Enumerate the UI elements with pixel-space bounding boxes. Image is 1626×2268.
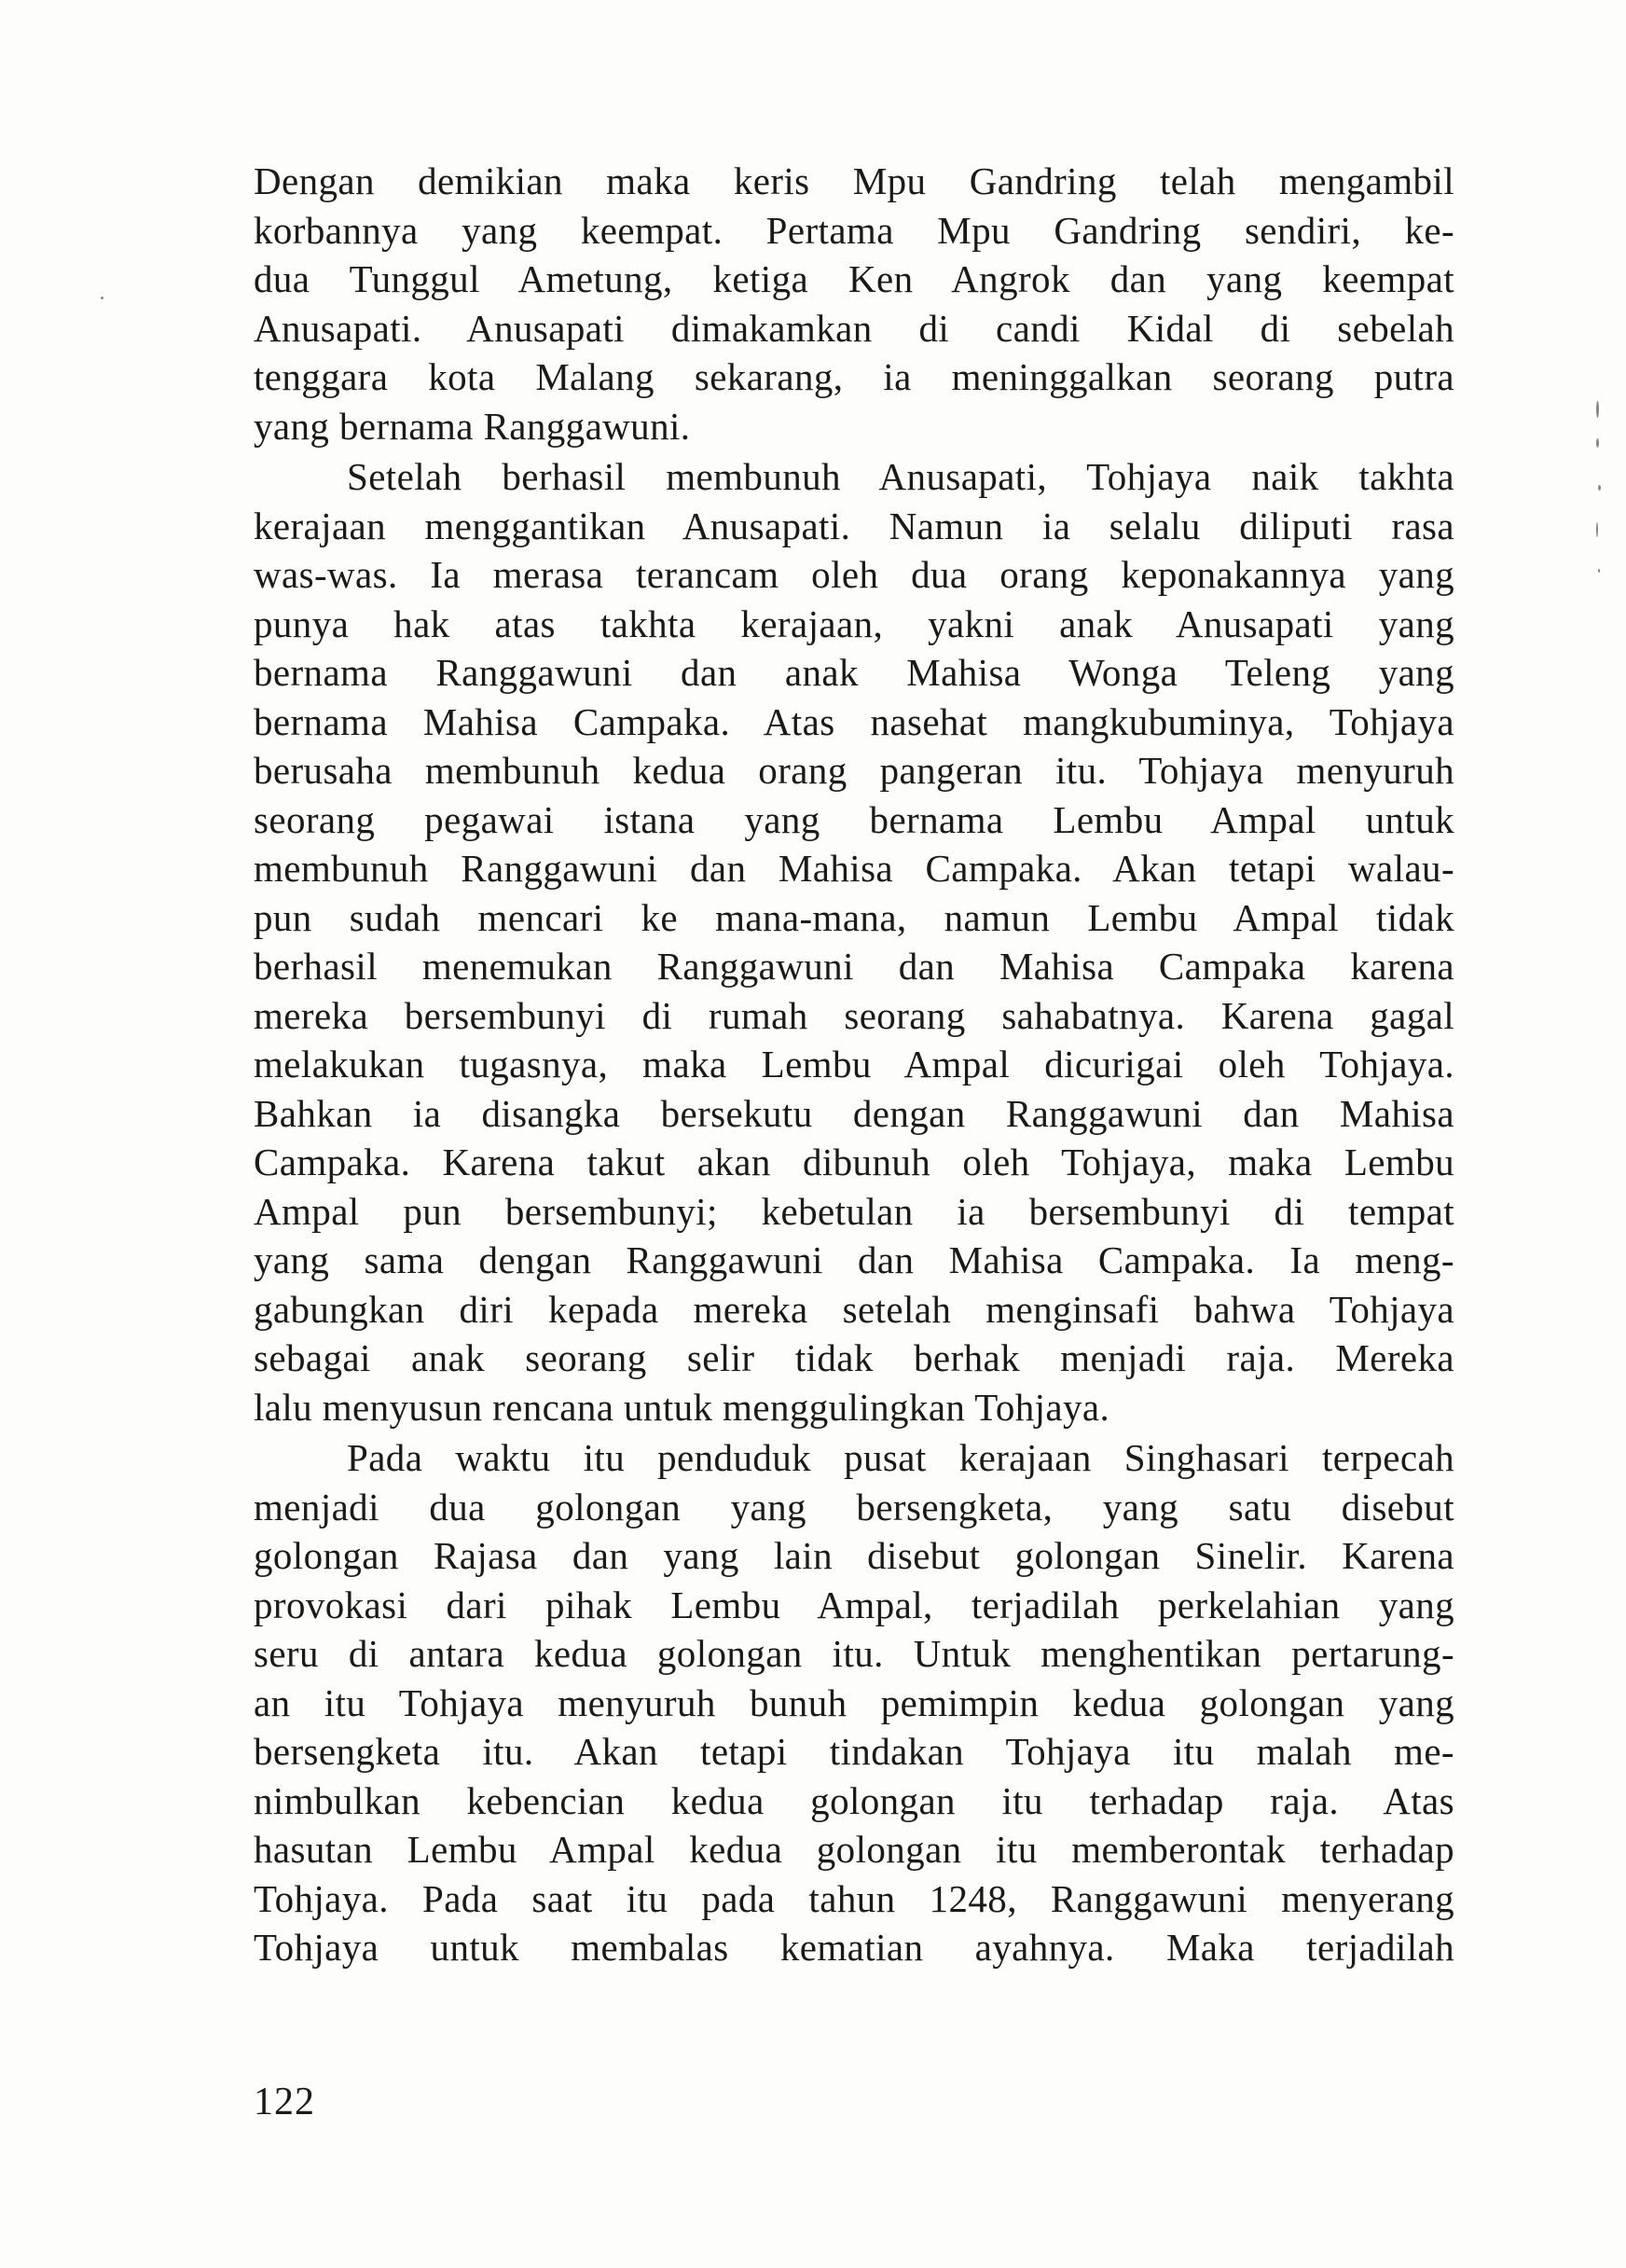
page-number: 122 xyxy=(254,2081,315,2123)
text-line: kerajaan menggantikan Anusapati. Namun ia selalu diliputi rasa xyxy=(254,504,1454,547)
paragraph-1 xyxy=(254,157,1454,450)
scan-speck xyxy=(1596,438,1599,448)
text-line: Ampal pun bersembunyi; kebetulan ia bersembunyi di tempat xyxy=(254,1189,1454,1233)
text-line: Bahkan ia disangka bersekutu dengan Ranggawuni dan Mahisa xyxy=(254,1091,1454,1135)
paragraph-2 xyxy=(254,452,1454,1431)
text-line: bersengketa itu. Akan tetapi tindakan Tohjaya itu malah me- xyxy=(254,1730,1454,1773)
scan-speck xyxy=(1598,569,1600,573)
text-line: Dengan demikian maka keris Mpu Gandring telah mengambil xyxy=(254,159,1454,202)
text-line: an itu Tohjaya menyuruh bunuh pemimpin kedua golongan yang xyxy=(254,1680,1454,1724)
text-line: menjadi dua golongan yang bersengketa, yang satu disebut xyxy=(254,1485,1454,1528)
text-line: Pada waktu itu penduduk pusat kerajaan Singhasari terpecah xyxy=(347,1436,1454,1479)
text-line: membunuh Ranggawuni dan Mahisa Campaka. Akan tetapi walau- xyxy=(254,847,1454,890)
paragraph-3 xyxy=(254,1433,1454,1972)
text-line: dua Tunggul Ametung, ketiga Ken Angrok dan yang keempat xyxy=(254,257,1454,300)
scan-speck xyxy=(1596,522,1598,537)
text-line: bernama Ranggawuni dan anak Mahisa Wonga Teleng yang xyxy=(254,651,1454,694)
text-line: Tohjaya untuk membalas kematian ayahnya. Maka terjadilah xyxy=(254,1926,1454,1969)
text-line: punya hak atas takhta kerajaan, yakni anak Anusapati yang xyxy=(254,602,1454,645)
text-line: Campaka. Karena takut akan dibunuh oleh Tohjaya, maka Lembu xyxy=(254,1141,1454,1183)
scan-speck xyxy=(1596,401,1599,418)
text-line: Tohjaya. Pada saat itu pada tahun 1248, Ranggawuni menyerang xyxy=(254,1876,1454,1920)
text-line: pun sudah mencari ke mana-mana, namun Lembu Ampal tidak xyxy=(254,895,1454,939)
text-line: sebagai anak seorang selir tidak berhak menjadi raja. Mereka xyxy=(254,1336,1454,1379)
text-line: hasutan Lembu Ampal kedua golongan itu memberontak terhadap xyxy=(254,1828,1454,1871)
text-line: korbannya yang keempat. Pertama Mpu Gandring sendiri, ke- xyxy=(254,208,1454,252)
text-line: mereka bersembunyi di rumah seorang sahabatnya. Karena gagal xyxy=(254,993,1454,1037)
text-line: yang bernama Ranggawuni. xyxy=(254,404,691,448)
text-line: Anusapati. Anusapati dimakamkan di candi Kidal di sebelah xyxy=(254,306,1454,350)
text-line: yang sama dengan Ranggawuni dan Mahisa Campaka. Ia meng- xyxy=(254,1238,1454,1281)
scan-speck xyxy=(1598,485,1601,491)
text-line: nimbulkan kebencian kedua golongan itu terhadap raja. Atas xyxy=(254,1778,1454,1822)
text-line: berhasil menemukan Ranggawuni dan Mahisa Campaka karena xyxy=(254,945,1454,988)
body-text xyxy=(254,157,1454,1972)
text-line: gabungkan diri kepada mereka setelah menginsafi bahwa Tohjaya xyxy=(254,1287,1454,1331)
text-line: melakukan tugasnya, maka Lembu Ampal dicurigai oleh Tohjaya. xyxy=(254,1043,1454,1086)
text-line: tenggara kota Malang sekarang, ia meninggalkan seorang putra xyxy=(254,355,1454,398)
text-line: seru di antara kedua golongan itu. Untuk menghentikan pertarung- xyxy=(254,1632,1454,1675)
text-line: seorang pegawai istana yang bernama Lembu Ampal untuk xyxy=(254,797,1454,841)
text-line: golongan Rajasa dan yang lain disebut golongan Sinelir. Karena xyxy=(254,1534,1454,1577)
scan-speck xyxy=(101,297,103,299)
text-line: lalu menyusun rencana untuk menggulingkan Tohjaya. xyxy=(254,1385,1110,1429)
text-line: berusaha membunuh kedua orang pangeran itu. Tohjaya menyuruh xyxy=(254,749,1454,792)
text-line: provokasi dari pihak Lembu Ampal, terjadilah perkelahian yang xyxy=(254,1583,1454,1626)
text-line: bernama Mahisa Campaka. Atas nasehat mangkubuminya, Tohjaya xyxy=(254,699,1454,743)
text-line: was-was. Ia merasa terancam oleh dua orang keponakannya yang xyxy=(254,553,1454,596)
text-line: Setelah berhasil membunuh Anusapati, Tohjaya naik takhta xyxy=(347,455,1454,498)
